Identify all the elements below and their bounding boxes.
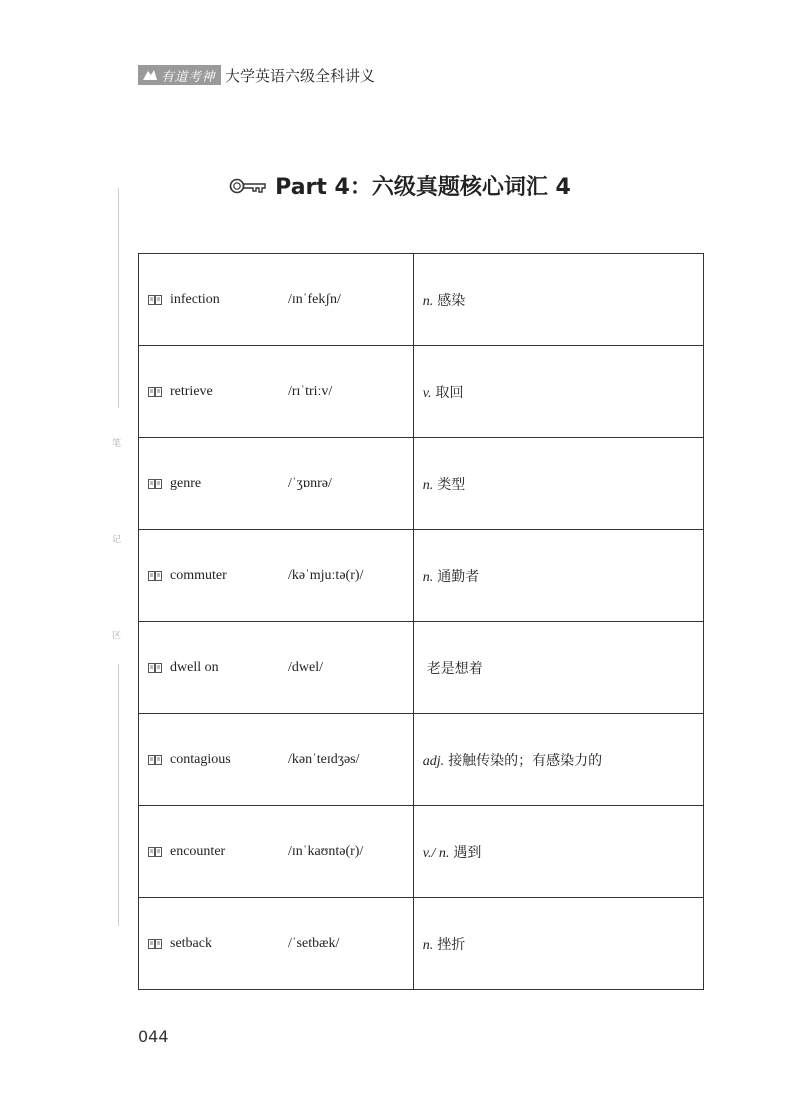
book-icon — [148, 847, 162, 857]
phonetic: /kənˈteɪdʒəs/ — [288, 751, 360, 767]
phonetic: /rɪˈtriːv/ — [288, 383, 333, 399]
meaning — [414, 382, 703, 402]
phonetic: /ˈsetbæk/ — [288, 935, 340, 951]
meaning-cell — [413, 254, 703, 346]
word-cell — [139, 254, 414, 346]
book-title: 大学英语六级全科讲义 — [225, 66, 376, 85]
word-cell — [139, 622, 414, 714]
word-entry — [139, 292, 413, 308]
table-row — [139, 438, 704, 530]
table-row — [139, 714, 704, 806]
page-header — [138, 64, 375, 86]
word-cell — [139, 530, 414, 622]
meaning — [414, 934, 703, 954]
word-cell — [139, 898, 414, 990]
meaning-cell — [413, 530, 703, 622]
vocab-word: retrieve — [170, 383, 213, 399]
word-entry — [139, 384, 413, 400]
meaning-text: 取回 — [435, 384, 464, 401]
page-number: 044 — [138, 1027, 169, 1046]
book-icon — [148, 755, 162, 765]
table-row — [139, 346, 704, 438]
book-icon — [148, 939, 162, 949]
word-cell — [139, 714, 414, 806]
side-note-char: 区 — [112, 631, 122, 641]
phonetic: /ɪnˈkaʊntə(r)/ — [288, 843, 364, 859]
key-icon — [229, 177, 267, 195]
meaning — [414, 750, 703, 770]
word-cell — [139, 806, 414, 898]
word-entry — [139, 568, 413, 584]
meaning-text: 遇到 — [453, 844, 482, 861]
table-row — [139, 806, 704, 898]
word-entry — [139, 936, 413, 952]
vocab-word: commuter — [170, 567, 227, 583]
meaning-cell — [413, 438, 703, 530]
table-row — [139, 530, 704, 622]
vocab-word: genre — [170, 475, 202, 491]
meaning-cell — [413, 898, 703, 990]
word-entry — [139, 752, 413, 768]
part-of-speech: n. — [422, 293, 434, 309]
brand-name: 有道考神 — [161, 69, 216, 85]
meaning-cell — [413, 806, 703, 898]
part-of-speech: n. — [422, 477, 434, 493]
meaning-text: 老是想着 — [426, 660, 483, 677]
vocab-table — [138, 253, 704, 990]
book-icon — [148, 479, 162, 489]
margin-line-top — [118, 188, 119, 408]
brand-badge — [138, 65, 221, 85]
table-row — [139, 622, 704, 714]
meaning — [414, 290, 703, 310]
margin-line-bottom — [118, 664, 119, 926]
book-icon — [148, 663, 162, 673]
meaning-cell — [413, 714, 703, 806]
part-of-speech: n. — [422, 569, 434, 585]
meaning — [414, 474, 703, 494]
meaning — [414, 842, 703, 862]
owl-logo-icon — [142, 68, 158, 82]
part-title-text: Part 4：六级真题核心词汇 4 — [275, 175, 571, 200]
vocab-word: setback — [170, 935, 212, 951]
word-entry — [139, 660, 413, 676]
vocab-word: encounter — [170, 843, 226, 859]
vocab-word: infection — [170, 291, 220, 307]
book-icon — [148, 295, 162, 305]
side-note-char: 记 — [112, 535, 122, 545]
word-entry — [139, 476, 413, 492]
phonetic: /ɪnˈfekʃn/ — [288, 291, 341, 307]
meaning-text: 感染 — [437, 292, 466, 309]
part-of-speech: adj. — [422, 753, 445, 769]
meaning-text: 类型 — [437, 476, 466, 493]
book-icon — [148, 571, 162, 581]
meaning-text: 接触传染的；有感染力的 — [448, 752, 603, 769]
meaning-text: 挫折 — [437, 936, 466, 953]
part-title — [0, 170, 800, 201]
book-icon — [148, 387, 162, 397]
word-entry — [139, 844, 413, 860]
vocab-word: contagious — [170, 751, 231, 767]
phonetic: /kəˈmjuːtə(r)/ — [288, 567, 364, 583]
word-cell — [139, 346, 414, 438]
part-of-speech: n. — [422, 937, 434, 953]
side-note-char: 笔 — [112, 439, 122, 449]
meaning — [414, 658, 703, 678]
meaning-cell — [413, 346, 703, 438]
word-cell — [139, 438, 414, 530]
part-of-speech: v. — [422, 385, 432, 401]
phonetic: /dwel/ — [288, 659, 323, 675]
meaning-text: 通勤者 — [437, 568, 480, 585]
meaning-cell — [413, 622, 703, 714]
meaning — [414, 566, 703, 586]
phonetic: /ˈʒɒnrə/ — [288, 475, 332, 491]
part-of-speech: v./ n. — [422, 845, 450, 861]
table-row — [139, 898, 704, 990]
table-row — [139, 254, 704, 346]
vocab-word: dwell on — [170, 659, 219, 675]
